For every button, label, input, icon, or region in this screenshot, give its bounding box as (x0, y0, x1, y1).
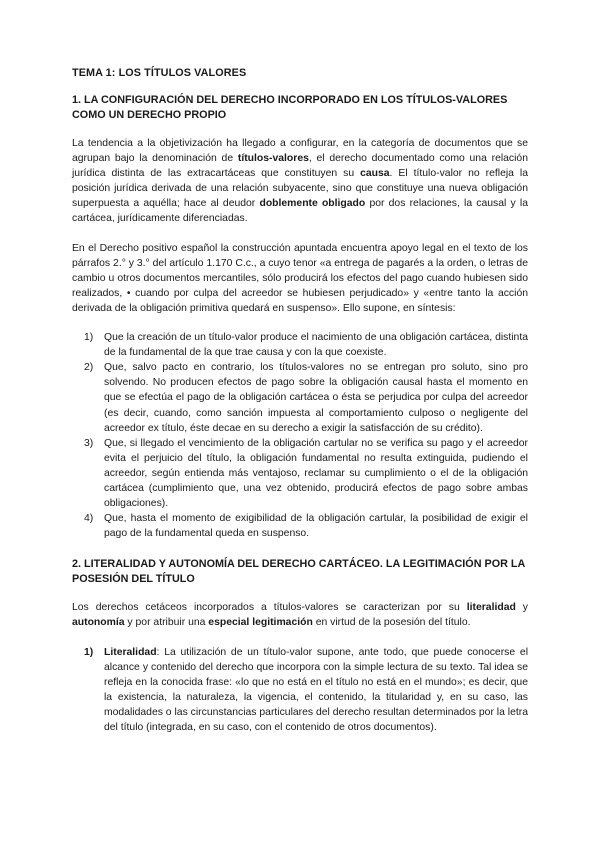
list-item (84, 645, 528, 736)
list-item-number: 2) (84, 362, 94, 374)
text-run: . El título-valor no refleja la posición jurídica derivada de una relación subyacente, sino que constituye una nueva obligación superpuesta a aquélla; hace al deudor (72, 168, 528, 210)
text-run: , el derecho documentado como una relación jurídica distinta de las extracartáceas que constituyen su (72, 153, 528, 180)
bold-term-especial-legitimacion: especial legitimación (208, 617, 313, 629)
list-item-number: 1) (84, 646, 94, 658)
list-item-text: Que, si llegado el vencimiento de la obligación cartular no se verifica su pago y el acreedor evita el perjuicio del título, la obligación fundamental no resulta extinguida, pudiendo el acreedor, según entienda más ventajoso, reclamar su cumplimiento o el de la obligación cartácea (cumplimiento que, una vez obtenido, producirá efectos de pago sobre ambas obligaciones). (104, 437, 528, 510)
bold-term-autonomia: autonomía (72, 617, 125, 629)
text-run: Los derechos cetáceos incorporados a títulos-valores se caracterizan por su (72, 602, 467, 614)
section-2-paragraph-1 (72, 600, 528, 630)
text-run: La tendencia a la objetivización ha llegado a configurar, en la categoría de documentos que se agrupan bajo la denominación de (72, 138, 528, 165)
list-item-number: 1) (84, 332, 94, 344)
section-2-list (72, 645, 528, 736)
bold-term-titulos-valores: títulos-valores (237, 153, 309, 165)
list-item-text: Que, salvo pacto en contrario, los títulos-valores no se entregan pro soluto, sino pro solvendo. No producen efectos de pago sobre la obligación causal hasta el momento en que se efectúa el pago de la obligación cartácea o ésta se perjudica por culpa del acreedor (es decir, cuando, como sanción impuesta al comportamiento culposo o negligente del acreedor ex título, éste decae en su derecho a exigir la satisfacción de su crédito). (104, 362, 528, 434)
list-item (84, 330, 528, 360)
text-run: y por atribuir una (124, 617, 209, 629)
bold-term-doblemente-obligado: doblemente obligado (259, 198, 366, 210)
section-1-list (72, 330, 528, 541)
list-item (84, 511, 528, 541)
list-item-text: Que la creación de un título-valor produce el nacimiento de una obligación cartácea, distinta de la fundamental de la que trae causa y con la que coexiste. (104, 332, 528, 359)
list-item-text: : La utilización de un título-valor supone, ante todo, que puede conocerse el alcance y contenido del derecho que incorpora con la simple lectura de su texto. Tal idea se refleja en la conocida frase: «lo que no está en el título no está en el mundo»; es decir, que la existencia, la naturaleza, la vigencia, el contenido, la titularidad y, en su caso, las modalidades o las circunstancias particulares del derecho resultan determinados por la letra del título (integrada, en su caso, con el contenido de otros documentos). (104, 646, 528, 733)
list-item (84, 360, 528, 435)
text-run: y (515, 602, 528, 614)
list-item (84, 436, 528, 511)
page-title: TEMA 1: LOS TÍTULOS VALORES (72, 67, 247, 79)
text-run: en virtud de la posesión del título. (312, 617, 471, 629)
section-1-paragraph-2: En el Derecho positivo español la construcción apuntada encuentra apoyo legal en el texto de los párrafos 2.° y 3.° del artículo 1.170 C.c., a cuyo tenor «a entrega de pagarés a la orden, o letras de cambio u otros documentos mercantiles, sólo producirá los efectos del pago cuando hubiesen sido realizados, • cuando por culpa del acreedor se hubiesen perjudicado» y «entre tanto la acción derivada de la obligación primitiva quedará en suspenso». Ello supone, en síntesis: (72, 242, 528, 314)
list-item-number: 4) (84, 513, 94, 525)
section-1-heading: 1. LA CONFIGURACIÓN DEL DERECHO INCORPORADO EN LOS TÍTULOS-VALORES COMO UN DERECHO PROPIO (72, 94, 508, 121)
bold-term-literalidad: literalidad (466, 602, 516, 614)
list-item-number: 3) (84, 437, 94, 449)
list-item-bold-label: Literalidad (104, 646, 157, 658)
list-item-text: Que, hasta el momento de exigibilidad de la obligación cartular, la posibilidad de exigir el pago de la fundamental queda en suspenso. (104, 513, 528, 540)
section-1-paragraph-1 (72, 136, 528, 227)
bold-term-causa: causa (360, 168, 390, 180)
section-2-heading: 2. LITERALIDAD Y AUTONOMÍA DEL DERECHO CARTÁCEO. LA LEGITIMACIÓN POR LA POSESIÓN DEL TÍTULO (72, 558, 525, 586)
text-run: por dos relaciones, la causal y la cartácea, jurídicamente diferenciadas. (72, 198, 528, 225)
